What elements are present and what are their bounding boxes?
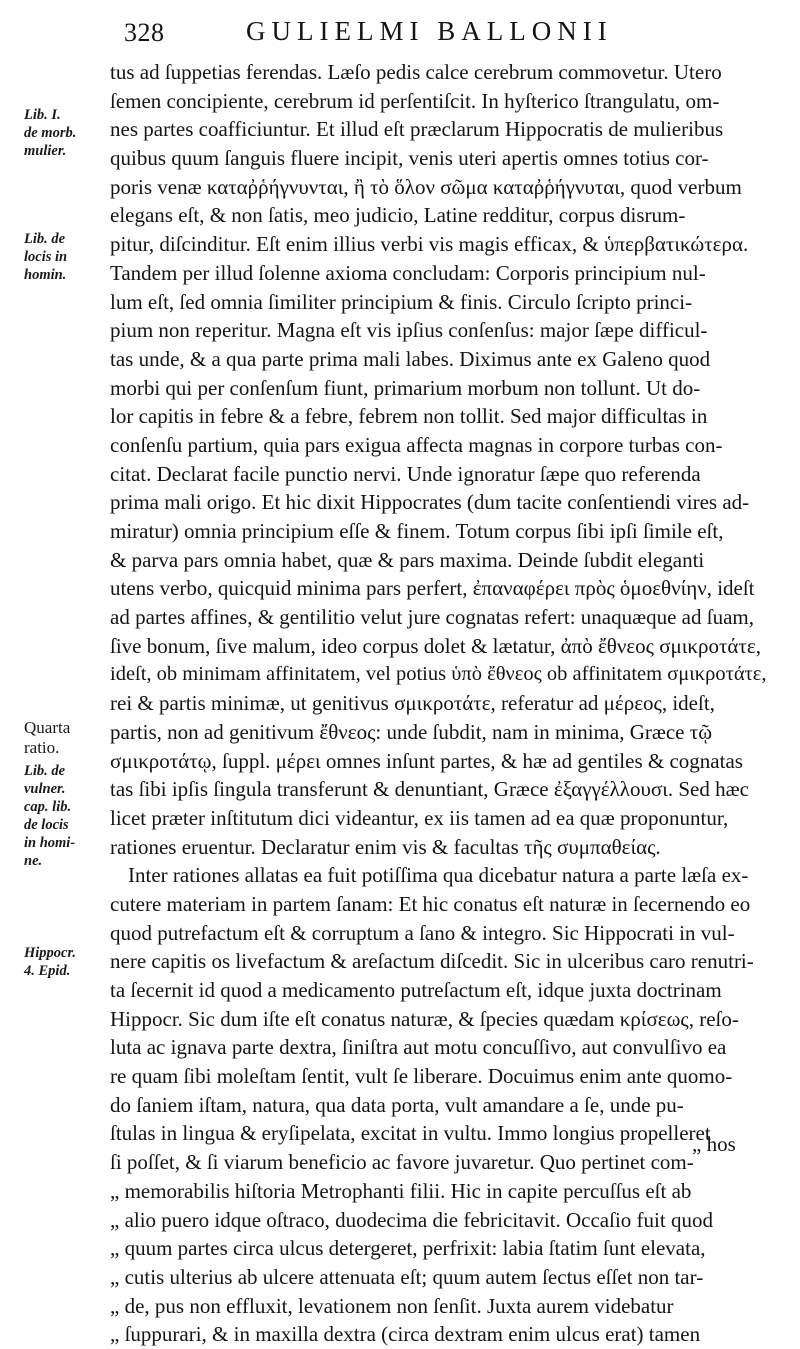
running-head: GULIELMI BALLONII xyxy=(246,16,613,46)
text-line: ideſt, ob minimam affinitatem, vel potius ὑπὸ ἔθνεος ob affinitatem σμικροτάτε, xyxy=(110,663,767,686)
text-line: luta ac ignava parte dextra, ſiniſtra aut motu concuſſivo, aut convulſivo ea xyxy=(110,1035,727,1060)
margin-note-line: ratio. xyxy=(24,738,60,757)
margin-note-quarta-ratio xyxy=(24,718,104,758)
margin-note-line: 4. Epid. xyxy=(24,963,71,979)
text-line: „ memorabilis hiſtoria Metrophanti filii. Hic in capite percuſſus eſt ab xyxy=(110,1178,692,1203)
text-line: re quam ſibi moleſtam ſentit, vult ſe liberare. Docuimus enim ante quomo- xyxy=(110,1064,733,1089)
text-line: ſtulas in lingua & eryſipelata, excitat in vultu. Immo longius propelleret xyxy=(110,1121,711,1146)
margin-note-line: de morb. xyxy=(24,125,77,141)
text-line: lum eſt, ſed omnia ſimiliter principium & finis. Circulo ſcripto princi- xyxy=(110,289,693,314)
text-line: Hippocr. Sic dum iſte eſt conatus naturæ, & ſpecies quædam κρίσεως, reſo- xyxy=(110,1006,739,1031)
text-line: miratur) omnia principium eſſe & finem. Totum corpus ſibi ipſi ſimile eſt, xyxy=(110,519,724,543)
margin-note-line: ne. xyxy=(24,853,43,869)
margin-note-line: Quarta xyxy=(24,718,71,737)
text-line: prima mali origo. Et hic dixit Hippocrates (dum tacite conſentiendi vires ad- xyxy=(110,490,750,515)
text-line: quibus quum ſanguis fluere incipit, venis uteri apertis omnes totius cor- xyxy=(110,146,709,171)
margin-note-de-locis-in-homine xyxy=(24,230,104,284)
text-line: „ de, pus non effluxit, levationem non ſenſit. Juxta aurem videbatur xyxy=(110,1293,674,1318)
margin-note-line: Lib. de xyxy=(24,763,66,779)
text-line: Tandem per illud ſolenne axioma concludam: Corporis principium nul- xyxy=(110,260,706,285)
margin-note-line: Lib. I. xyxy=(24,107,61,123)
text-line: cutere materiam in partem ſanam: Et hic conatus eſt naturæ in ſecernendo eo xyxy=(110,891,751,916)
margin-note-line: de locis xyxy=(24,817,69,833)
text-line: tas unde, & a qua parte prima mali labes. Diximus ante ex Galeno quod xyxy=(110,346,711,371)
margin-note-hippocr-epid xyxy=(24,944,104,980)
text-line: ſemen concipiente, cerebrum id perſentiſcit. In hyſterico ſtrangulatu, om- xyxy=(110,88,720,113)
margin-note-de-vulneribus xyxy=(24,762,104,870)
text-line: ta ſecernit id quod a medicamento putreſactum eſt, idque juxta doctrinam xyxy=(110,978,722,1002)
catchword: „ hos xyxy=(692,1132,736,1156)
text-line: tas ſibi ipſis ſingula transferunt & denuntiant, Græce ἐξαγγέλλουσι. Sed hæc xyxy=(110,777,749,802)
text-line: tus ad ſuppetias ferendas. Læſo pedis calce cerebrum commovetur. Utero xyxy=(110,60,722,84)
text-line: „ ſuppurari, & in maxilla dextra (circa dextram enim ulcus erat) tamen xyxy=(110,1322,701,1347)
text-line: utens verbo, quicquid minima pars perfert, ἐπαναφέρει πρὸς ὁμοεθνίην, ideſt xyxy=(110,576,755,601)
text-line: ad partes affines, & gentilitio velut jure cognatas refert: unaquæque ad ſuam, xyxy=(110,605,754,630)
margin-note-line: Lib. de xyxy=(24,231,66,247)
paragraph-first-line: Inter rationes allatas ea fuit potiſſima qua dicebatur natura a parte læſa ex- xyxy=(128,863,749,888)
text-line: „ alio puero idque oſtraco, duodecima die febricitavit. Occaſio fuit quod xyxy=(110,1207,713,1232)
text-line: partis, non ad genitivum ἔθνεος: unde ſubdit, nam in minima, Græce τῷ xyxy=(110,719,713,744)
text-line: nes partes coafficiuntur. Et illud eſt præclarum Hippocratis de mulieribus xyxy=(110,117,724,142)
text-line: rationes eruentur. Declaratur enim vis & facultas τῆς συμπαθείας. xyxy=(110,834,661,859)
text-line: lor capitis in febre & a febre, febrem non tollit. Sed major difficultas in xyxy=(110,404,708,429)
text-line: conſenſu partium, quia pars exigua affecta magnas in corpore turbas con- xyxy=(110,432,723,457)
margin-note-line: mulier. xyxy=(24,143,67,159)
margin-note-de-morbis-mulierum xyxy=(24,106,104,160)
margin-note-line: Hippocr. xyxy=(24,945,76,961)
text-line: rei & partis minimæ, ut genitivus σμικροτάτε, referatur ad μέρεος, ideſt, xyxy=(110,691,715,716)
text-line: pium non reperitur. Magna eſt vis ipſius conſenſus: major ſæpe difficul- xyxy=(110,318,708,343)
text-line: ſive bonum, ſive malum, ideo corpus dolet & lætatur, ἀπὸ ἔθνεος σμικροτάτε, xyxy=(110,633,761,658)
text-line: morbi qui per conſenſum fiunt, primarium morbum non tollunt. Ut do- xyxy=(110,375,701,400)
margin-note-line: cap. lib. xyxy=(24,799,72,815)
margin-note-line: homin. xyxy=(24,267,67,283)
text-line: elegans eſt, & non ſatis, meo judicio, Latine redditur, corpus disrum- xyxy=(110,203,686,228)
text-line: do ſaniem iſtam, natura, qua data porta, vult amandare a ſe, unde pu- xyxy=(110,1092,684,1117)
page-number: 328 xyxy=(124,18,165,47)
text-line: pitur, diſcinditur. Eſt enim illius verbi vis magis efficax, & ὑπερβατικώτερα. xyxy=(110,232,749,257)
body-text xyxy=(110,58,770,1349)
margin-note-line: vulner. xyxy=(24,781,66,797)
text-line: ſi poſſet, & ſi viarum beneficio ac favore juvaretur. Quo pertinet com- xyxy=(110,1150,694,1175)
margin-note-line: locis in xyxy=(24,249,68,265)
text-line: citat. Declarat facile punctio nervi. Unde ignoratur ſæpe quo referenda xyxy=(110,461,701,486)
margin-note-line: in homi- xyxy=(24,835,76,851)
text-line: poris venæ καταῤῥήγνυνται, ἢ τὸ ὅλον σῶμα καταῤῥήγνυται, quod verbum xyxy=(110,174,742,199)
text-line: σμικροτάτῳ, ſuppl. μέρει omnes inſunt partes, & hæ ad gentiles & cognatas xyxy=(110,748,743,773)
text-line: nere capitis os livefactum & areſactum diſcedit. Sic in ulceribus caro renutri- xyxy=(110,949,754,974)
text-line: & parva pars omnia habet, quæ & pars maxima. Deinde ſubdit eleganti xyxy=(110,547,705,572)
text-line: „ cutis ulterius ab ulcere attenuata eſt; quum autem ſectus eſſet non tar- xyxy=(110,1264,704,1289)
text-line: licet præter inſtitutum dici videantur, ex iis tamen ad ea quæ proponuntur, xyxy=(110,805,729,830)
text-line: „ quum partes circa ulcus detergeret, perfrixit: labia ſtatim ſunt elevata, xyxy=(110,1236,706,1261)
text-line: quod putrefactum eſt & corruptum a ſano & integro. Sic Hippocrati in vul- xyxy=(110,920,735,945)
